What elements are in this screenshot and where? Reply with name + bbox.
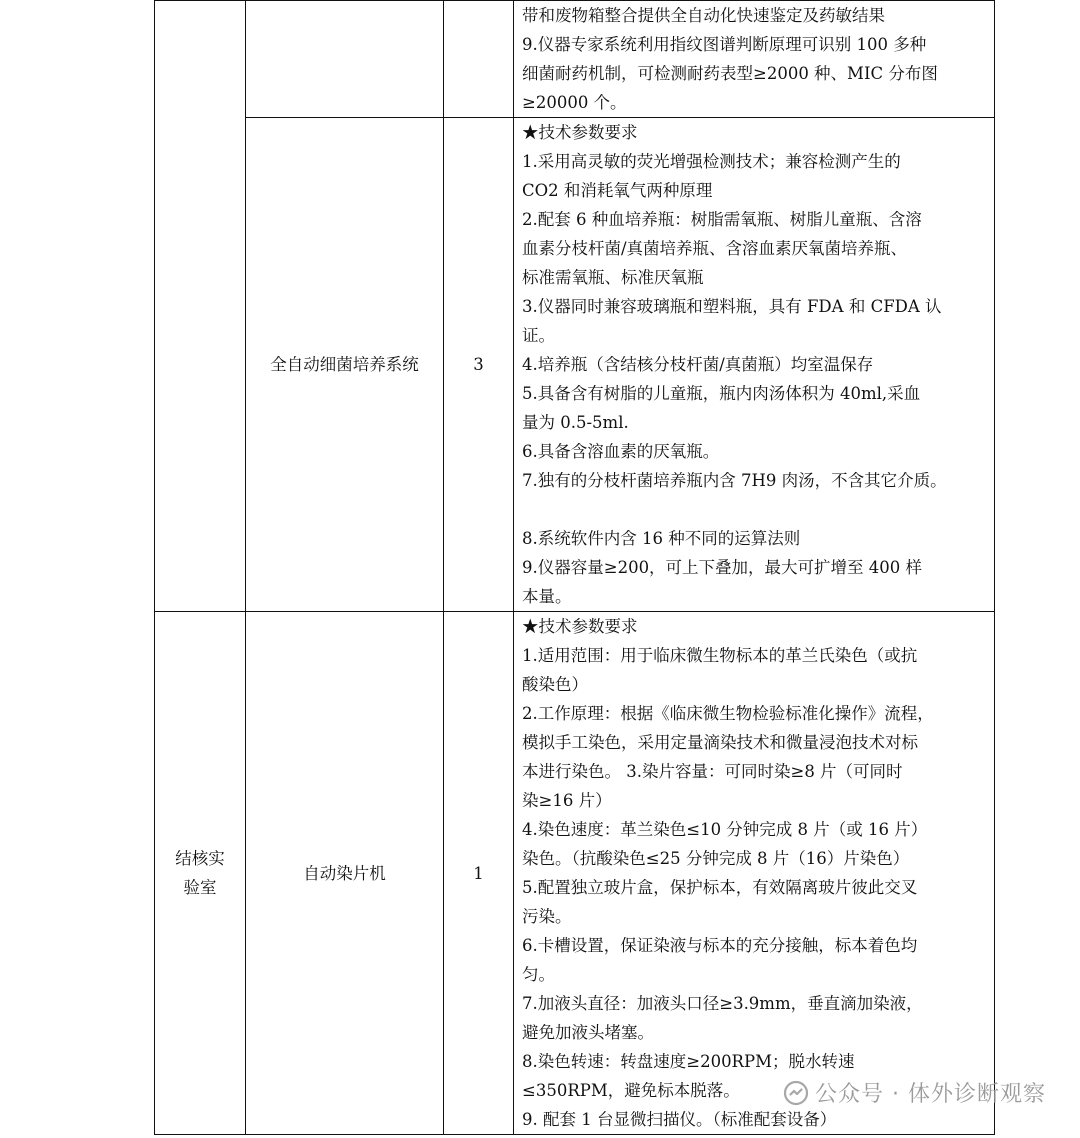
spec-line: 证。 — [522, 326, 555, 345]
spec-line: 染色。（抗酸染色≤25 分钟完成 8 片（16）片染色） — [522, 849, 910, 868]
spec-line: 1.采用高灵敏的荧光增强检测技术；兼容检测产生的 — [522, 152, 901, 171]
spec-line: 6.具备含溶血素的厌氧瓶。 — [522, 442, 720, 461]
spec-line: 9. 配套 1 台显微扫描仪。（标准配套设备） — [522, 1110, 837, 1129]
spec-line: 2.工作原理：根据《临床微生物检验标准化操作》流程， — [522, 704, 934, 723]
spec-line: 1.适用范围：用于临床微生物标本的革兰氏染色（或抗 — [522, 646, 918, 665]
spec-line: 8.染色转速：转盘速度≥200RPM；脱水转速 — [522, 1052, 855, 1071]
quantity-cell — [444, 1, 514, 118]
spec-line: 7.独有的分枝杆菌培养瓶内含 7H9 肉汤，不含其它介质。 — [522, 471, 947, 490]
table-row — [155, 118, 995, 612]
spec-blank-line — [522, 495, 994, 524]
spec-line: 4.培养瓶（含结核分枝杆菌/真菌瓶）均室温保存 — [522, 355, 874, 374]
equipment-name-cell — [246, 612, 444, 1135]
table-row — [155, 612, 995, 1135]
quantity: 1 — [473, 863, 484, 883]
spec-line: 污染。 — [522, 907, 572, 926]
quantity: 3 — [473, 355, 484, 374]
dept-label: 结核实验室 — [175, 849, 225, 897]
equipment-requirements-table — [154, 0, 995, 1135]
spec-line: 血素分枝杆菌/真菌培养瓶、含溶血素厌氧菌培养瓶、 — [522, 239, 908, 258]
spec-line: 7.加液头直径：加液头口径≥3.9mm，垂直滴加染液， — [522, 994, 923, 1013]
spec-line: 细菌耐药机制，可检测耐药表型≥2000 种、MIC 分布图 — [522, 64, 938, 83]
spec-line: 标准需氧瓶、标准厌氧瓶 — [522, 268, 704, 287]
spec-line: ≤350RPM，避免标本脱落。 — [522, 1081, 740, 1100]
spec-line: 5.具备含有树脂的儿童瓶，瓶内肉汤体积为 40ml,采血 — [522, 384, 921, 403]
spec-line: 4.染色速度：革兰染色≤10 分钟完成 8 片（或 16 片） — [522, 820, 928, 839]
spec-line: 匀。 — [522, 965, 555, 984]
spec-line: 模拟手工染色，采用定量滴染技术和微量浸泡技术对标 — [522, 733, 918, 752]
spec-line: 酸染色） — [522, 675, 588, 694]
spec-line: 9.仪器专家系统利用指纹图谱判断原理可识别 100 多种 — [522, 35, 927, 54]
spec-line: 染≥16 片） — [522, 791, 612, 810]
spec-line: CO2 和消耗氧气两种原理 — [522, 181, 713, 200]
spec-cell — [514, 1, 995, 118]
spec-line: 6.卡槽设置，保证染液与标本的充分接触，标本着色均 — [522, 936, 918, 955]
dept-cell — [155, 1, 246, 612]
spec-line: 量为 0.5-5ml. — [522, 413, 629, 432]
spec-line: 本量。 — [522, 587, 572, 606]
equipment-name-cell — [246, 118, 444, 612]
quantity-cell — [444, 612, 514, 1135]
spec-cell — [514, 612, 995, 1135]
spec-line: 避免加液头堵塞。 — [522, 1023, 654, 1042]
spec-heading: ★技术参数要求 — [522, 617, 638, 636]
equipment-name: 自动染片机 — [303, 863, 386, 883]
spec-line: 本进行染色。 3.染片容量：可同时染≥8 片（可同时 — [522, 762, 903, 781]
spec-line: 3.仪器同时兼容玻璃瓶和塑料瓶，具有 FDA 和 CFDA 认 — [522, 297, 942, 316]
spec-line: 8.系统软件内含 16 种不同的运算法则 — [522, 529, 801, 548]
spec-line: 2.配套 6 种血培养瓶：树脂需氧瓶、树脂儿童瓶、含溶 — [522, 210, 922, 229]
spec-line: 5.配置独立玻片盒，保护标本，有效隔离玻片彼此交叉 — [522, 878, 918, 897]
dept-cell — [155, 612, 246, 1135]
equipment-requirements-table-wrap — [154, 0, 994, 1135]
equipment-name: 全自动细菌培养系统 — [270, 355, 419, 374]
spec-line: 9.仪器容量≥200，可上下叠加，最大可扩增至 400 样 — [522, 558, 923, 577]
spec-heading: ★技术参数要求 — [522, 123, 638, 142]
spec-cell — [514, 118, 995, 612]
equipment-name-cell — [246, 1, 444, 118]
quantity-cell — [444, 118, 514, 612]
watermark-text: 公众号 · 体外诊断观察 — [815, 1082, 1046, 1107]
spec-line: ≥20000 个。 — [522, 93, 627, 112]
spec-line: 带和废物箱整合提供全自动化快速鉴定及药敏结果 — [522, 6, 885, 25]
table-row — [155, 1, 995, 118]
